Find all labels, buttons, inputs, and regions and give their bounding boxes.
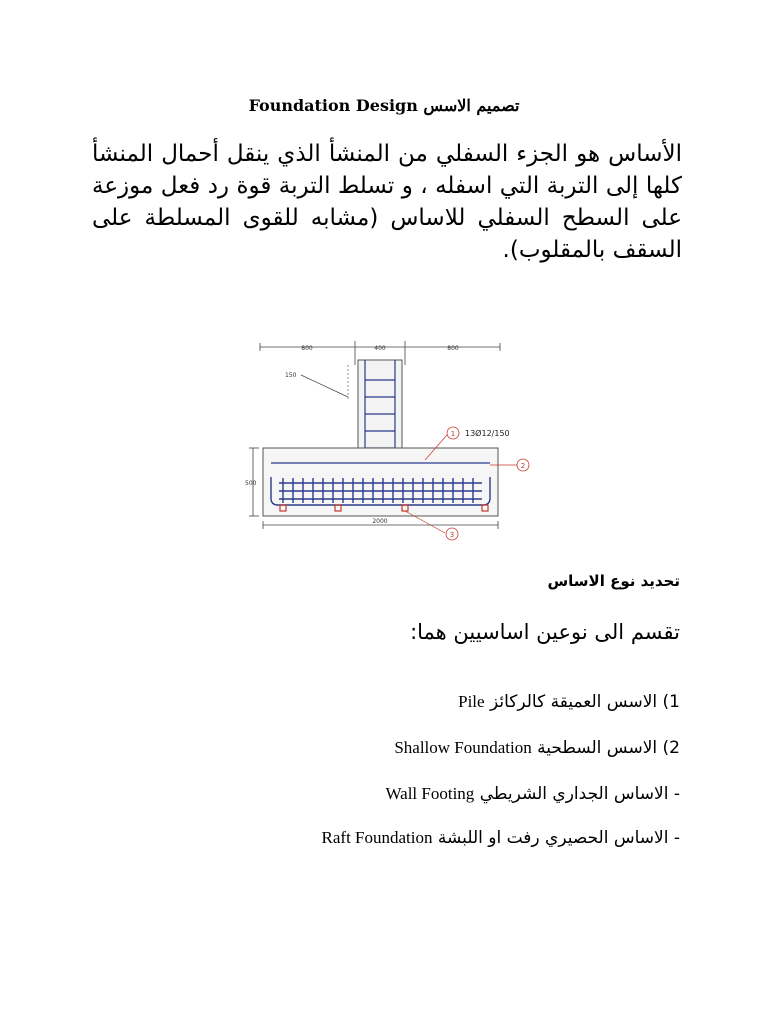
title-arabic: تصميم الاسس [423,96,520,115]
dim-left-label: 800 [301,345,313,352]
list-item-english: Wall Footing [385,784,475,803]
section-heading: تحديد نوع الاساس [547,572,680,590]
title-english: Foundation Design [248,96,418,115]
section-subheading: تقسم الى نوعين اساسيين هما: [410,620,680,644]
list-item [90,692,680,712]
cover-leader [301,375,348,397]
list-item-arabic: 1) الاسس العميقة كالركائز [489,692,680,712]
list-item-arabic: - الاساس الحصيري رفت او اللبشة [437,828,680,848]
footing-diagram [245,335,535,545]
dim-middle-label: 400 [374,345,386,352]
dim-width-label: 2000 [372,518,388,525]
list-item-arabic: 2) الاسس السطحية [537,738,680,758]
rebar-spec-label: 13Ø12/150 [465,429,510,438]
list-item [90,738,680,758]
dim-height-label: 500 [245,480,257,487]
list-item-arabic: - الاساس الجداري الشريطي [479,784,680,804]
page-title [90,96,678,115]
list-item-english: Shallow Foundation [394,738,532,757]
dim-right-label: 800 [447,345,459,352]
intro-paragraph: الأساس هو الجزء السفلي من المنشأ الذي ينقل أحمال المنشأ كلها إلى التربة التي اسفله ، و تسلط التربة قوة رد فعل موزعة على السطح السفلي للاساس (مشابه للقوى المسلطة على السقف بالمقلوب). [92,141,682,263]
callout-3-label: 3 [449,531,455,539]
list-item [90,784,680,804]
list-item [90,828,680,848]
callout-2-label: 2 [520,462,526,470]
callout-1-label: 1 [450,430,456,438]
list-item-english: Pile [458,692,485,711]
dim-cover-label: 150 [285,372,297,379]
list-item-english: Raft Foundation [321,828,433,847]
